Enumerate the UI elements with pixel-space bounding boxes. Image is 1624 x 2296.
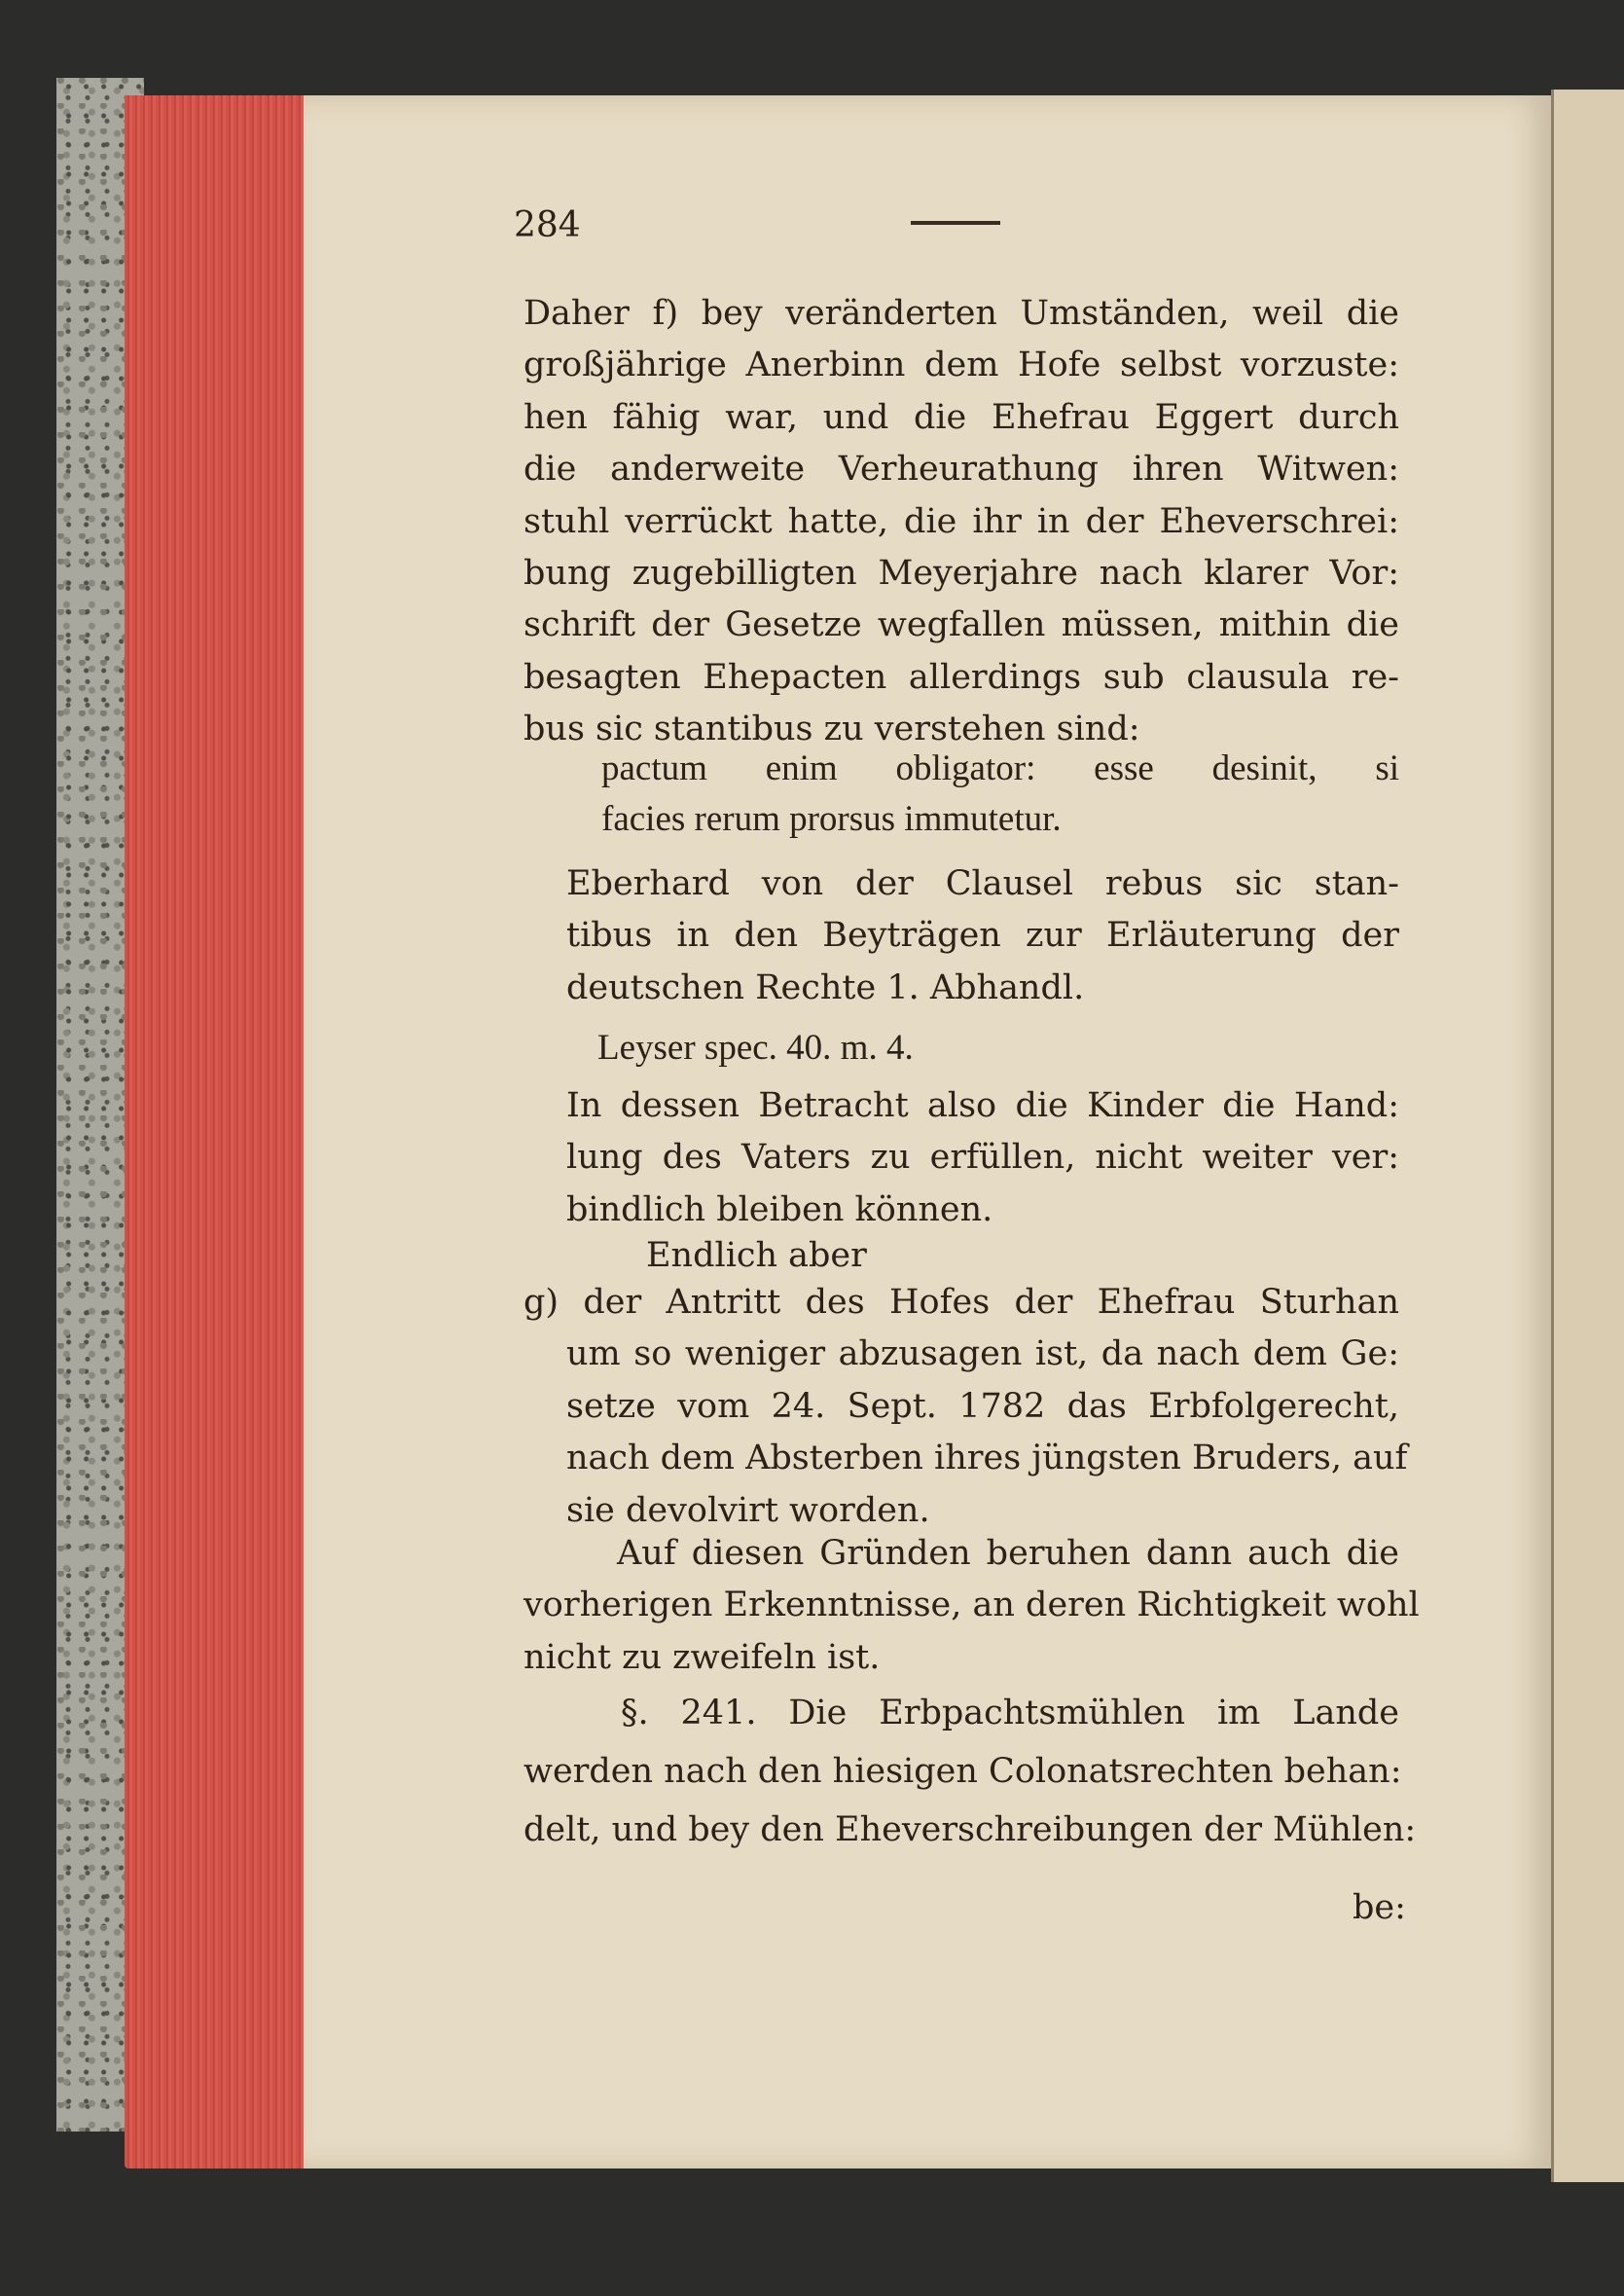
text-line: tibus in den Beyträgen zur Erläuterung der [566,916,1399,956]
reference-leyser [597,1022,1084,1074]
text-line: pactum enim obligator: esse desinit, si [601,748,1399,788]
page-header [514,198,1020,246]
text-line: um so weniger abzusagen ist, da nach dem Ge: [566,1334,1399,1374]
text-line: bung zugebilligten Meyerjahre nach klarer Vor: [523,554,1399,594]
paragraph-4 [523,1528,1420,1684]
paragraph-3-intro [646,1230,1035,1282]
text-line: delt, und bey den Eheverschreibungen der Mühlen: [523,1810,1417,1849]
text-line: facies rerum prorsus immutetur. [601,799,1062,839]
paragraph-3 [523,1277,1408,1537]
text-line: deutschen Rechte 1. Abhandl. [566,967,1085,1007]
text-line: §. 241. Die Erbpachtsmühlen im Lande [621,1694,1399,1732]
text-line: Leyser spec. 40. m. 4. [597,1028,914,1068]
text-line: sie devolvirt worden. [566,1490,930,1530]
text-line: Endlich aber [646,1236,867,1275]
reference-eberhard [566,858,1399,1014]
paragraph-2 [566,1080,1399,1236]
catchword: be: [1353,1888,1406,1927]
text-line: Eberhard von der Clausel rebus sic stan- [566,864,1399,903]
text-line: lung des Vaters zu erfüllen, nicht weiter ver: [566,1138,1399,1178]
page-number: 284 [514,205,581,245]
text-line: bus sic stantibus zu verstehen sind: [523,710,1140,749]
text-line: setze vom 24. Sept. 1782 das Erbfolgerecht, [566,1386,1399,1426]
text-line: vorherigen Erkenntnisse, an deren Richtigkeit wohl [523,1585,1420,1625]
text-line: großjährige Anerbinn dem Hofe selbst vorzuste: [523,346,1399,385]
text-line: besagten Ehepacten allerdings sub clausula re- [523,657,1399,697]
text-line: hen fähig war, und die Ehefrau Eggert durch [523,397,1399,437]
facing-page-edge [1551,90,1624,2182]
header-rule [911,221,1000,225]
red-page-edges [125,95,304,2168]
text-line: werden nach den hiesigen Colonatsrechten behan: [523,1752,1402,1791]
text-line: In dessen Betracht also die Kinder die Hand: [566,1086,1399,1125]
text-line: bindlich bleiben können. [566,1189,993,1229]
text-line: nach dem Absterben ihres jüngsten Bruders, auf [566,1439,1408,1478]
text-line: schrift der Gesetze wegfallen müssen, mithin die [523,605,1399,645]
paragraph-5 [523,1684,1417,1859]
latin-quote [601,744,1399,845]
paragraph-1 [523,288,1399,756]
text-line: die anderweite Verheurathung ihren Witwen: [523,450,1399,490]
text-line: Auf diesen Gründen beruhen dann auch die [617,1534,1399,1573]
text-line: g) der Antritt des Hofes der Ehefrau Sturhan [523,1283,1399,1322]
text-line: stuhl verrückt hatte, die ihr in der Eheverschrei: [523,501,1399,541]
text-line: nicht zu zweifeln ist. [523,1637,881,1677]
text-line: Daher f) bey veränderten Umständen, weil die [523,294,1399,333]
